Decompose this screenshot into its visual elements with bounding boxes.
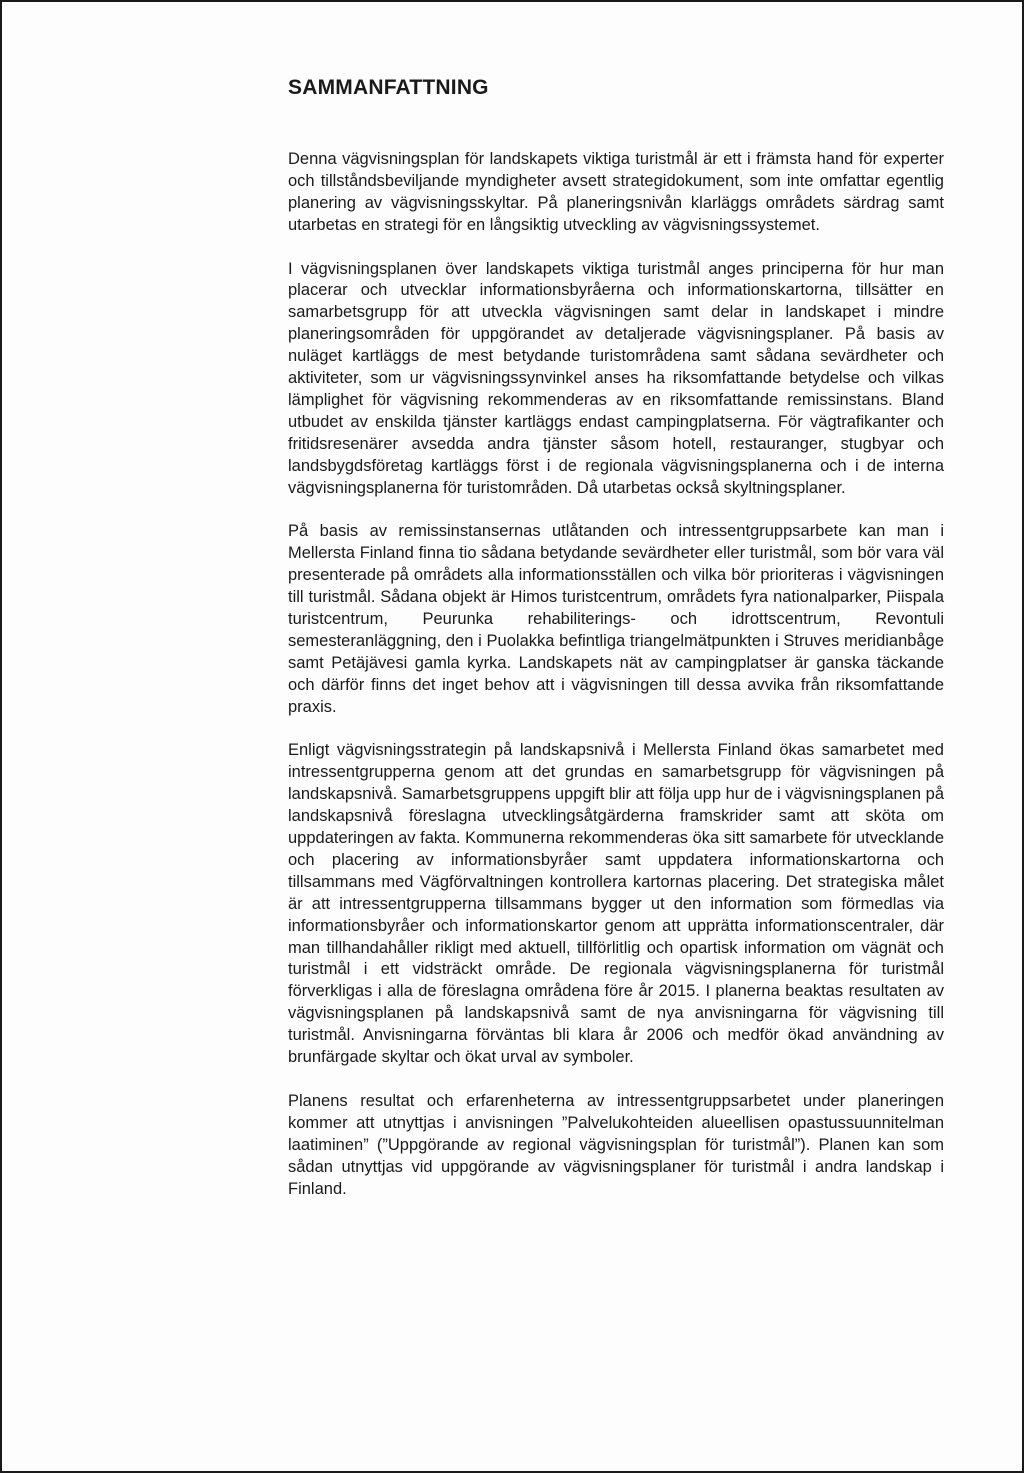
paragraph-3: På basis av remissinstansernas utlåtanden och intressentgruppsarbete kan man i Mellersta Finland finna tio sådana betydande sevärdheter eller turistmål, som bör vara väl presenterade på områdets alla informationsställen och vilka bör prioriteras i vägvisningen till turistmål. Sådana objekt är Himos turistcentrum, områdets fyra nationalparker, Piispala turistcentrum, Peurunka rehabiliterings- och idrottscentrum, Revontuli semesteranläggning, den i Puolakka befintliga triangelmätpunkten i Struves meridianbåge samt Petäjävesi gamla kyrka. Landskapets nät av campingplatser är ganska täckande och därför finns det inget behov att i vägvisningen till dessa avvika från riksomfattande praxis.	[288, 522, 944, 716]
paragraph-5: Planens resultat och erfarenheterna av intressentgruppsarbetet under planeringen kommer att utnyttjas i anvisningen ”Palvelukohteiden alueellisen opastussuunnitelman laatiminen” (”Uppgörande av regional vägvisningsplan för turistmål”). Planen kan som sådan utnyttjas vid uppgörande av vägvisningsplaner för turistmål i andra landskap i Finland.	[288, 1091, 944, 1198]
paragraph-2: I vägvisningsplanen över landskapets viktiga turistmål anges principerna för hur man placerar och utvecklar informationsbyråerna och informationskartorna, tillsätter en samarbetsgrupp för att utveckla vägvisningen samt delar in landskapet i mindre planeringsområden för uppgörandet av detaljerade vägvisningsplaner. På basis av nuläget kartläggs de mest betydande turistområdena samt sådana sevärdheter och aktiviteter, som ur vägvisningssynvinkel anses ha riksomfattande betydelse och vilkas lämplighet för vägvisning rekommenderas av en riksomfattande remissinstans. Bland utbudet av enskilda tjänster kartläggs endast campingplatserna. För vägtrafikanter och fritidsresenärer avsedda andra tjänster såsom hotell, restauranger, stugbyar och landsbygdsföretag kartläggs först i de regionala vägvisningsplanerna och i de interna vägvisningsplanerna för turistområden. Då utarbetas också skyltningsplaner.	[288, 259, 944, 497]
paragraph-1: Denna vägvisningsplan för landskapets viktiga turistmål är ett i främsta hand för experter och tillståndsbeviljande myndigheter avsett strategidokument, som inte omfattar egentlig planering av vägvisningsskyltar. På planeringsnivån klarläggs områdets särdrag samt utarbetas en strategi för en långsiktig utveckling av vägvisningssystemet.	[288, 150, 944, 234]
document-content	[288, 75, 944, 1222]
paragraph-4: Enligt vägvisningsstrategin på landskapsnivå i Mellersta Finland ökas samarbetet med intressentgrupperna genom att det grundas en samarbetsgrupp för vägvisningen på landskapsnivå. Samarbetsgruppens uppgift blir att följa upp hur de i vägvisningsplanen på landskapsnivå föreslagna utvecklingsåtgärderna framskrider samt att sköta om uppdateringen av fakta. Kommunerna rekommenderas öka sitt samarbete för utvecklande och placering av informationsbyråer samt uppdatera informationskartorna och tillsammans med Vägförvaltningen kontrollera kartornas placering. Det strategiska målet är att intressentgrupperna tillsammans bygger ut den information som förmedlas via informationsbyråer och informationskartor genom att upprätta informationscentraler, där man tillhandahåller rikligt med aktuell, tillförlitlig och opartisk information om vägnät och turistmål i ett vidsträckt område. De regionala vägvisningsplanerna för turistmål förverkligas i alla de föreslagna områdena före år 2015. I planerna beaktas resultaten av vägvisningsplanen på landskapsnivå samt de nya anvisningarna för vägvisning till turistmål. Anvisningarna förväntas bli klara år 2006 och medför ökad användning av brunfärgade skyltar och ökat urval av symboler.	[288, 741, 944, 1067]
page-title: SAMMANFATTNING	[288, 76, 489, 99]
